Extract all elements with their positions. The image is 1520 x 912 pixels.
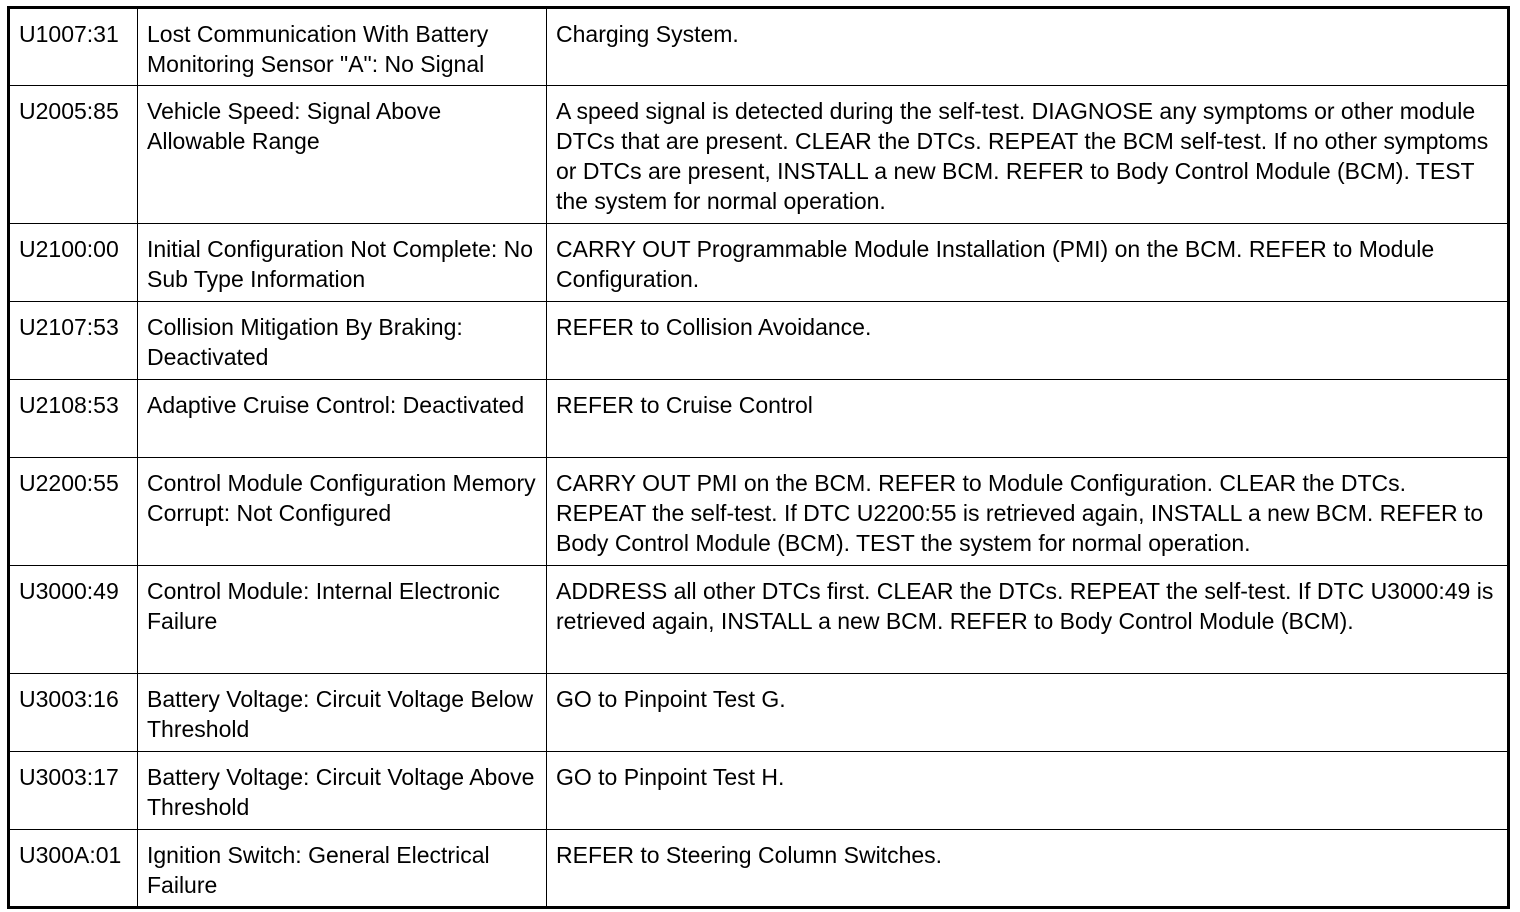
dtc-action: REFER to Collision Avoidance. <box>547 302 1509 380</box>
dtc-action: REFER to Steering Column Switches. <box>547 830 1509 908</box>
dtc-action: GO to Pinpoint Test H. <box>547 752 1509 830</box>
dtc-code: U3003:17 <box>9 752 138 830</box>
dtc-code: U3000:49 <box>9 566 138 674</box>
dtc-description: Control Module Configuration Memory Corrupt: Not Configured <box>138 458 547 566</box>
table-row <box>9 302 1509 380</box>
dtc-description: Ignition Switch: General Electrical Failure <box>138 830 547 908</box>
dtc-action: CARRY OUT PMI on the BCM. REFER to Module Configuration. CLEAR the DTCs. REPEAT the self-test. If DTC U2200:55 is retrieved again, INSTALL a new BCM. REFER to Body Control Module (BCM). TEST the system for normal operation. <box>547 458 1509 566</box>
table-row <box>9 674 1509 752</box>
dtc-code: U2005:85 <box>9 86 138 224</box>
dtc-code: U1007:31 <box>9 8 138 86</box>
table-row <box>9 458 1509 566</box>
dtc-description: Vehicle Speed: Signal Above Allowable Range <box>138 86 547 224</box>
table-row <box>9 752 1509 830</box>
dtc-description: Initial Configuration Not Complete: No Sub Type Information <box>138 224 547 302</box>
dtc-code: U2200:55 <box>9 458 138 566</box>
dtc-table <box>7 6 1510 909</box>
table-row <box>9 566 1509 674</box>
dtc-action: CARRY OUT Programmable Module Installation (PMI) on the BCM. REFER to Module Configuration. <box>547 224 1509 302</box>
table-row <box>9 830 1509 908</box>
dtc-description: Battery Voltage: Circuit Voltage Below Threshold <box>138 674 547 752</box>
dtc-action: GO to Pinpoint Test G. <box>547 674 1509 752</box>
dtc-code: U2100:00 <box>9 224 138 302</box>
dtc-code: U2108:53 <box>9 380 138 458</box>
table-row <box>9 380 1509 458</box>
table-row <box>9 8 1509 86</box>
dtc-code: U2107:53 <box>9 302 138 380</box>
dtc-description: Collision Mitigation By Braking: Deactivated <box>138 302 547 380</box>
dtc-code: U300A:01 <box>9 830 138 908</box>
dtc-action: A speed signal is detected during the self-test. DIAGNOSE any symptoms or other module DTCs that are present. CLEAR the DTCs. REPEAT the BCM self-test. If no other symptoms or DTCs are present, INSTALL a new BCM. REFER to Body Control Module (BCM). TEST the system for normal operation. <box>547 86 1509 224</box>
dtc-description: Control Module: Internal Electronic Failure <box>138 566 547 674</box>
dtc-action: Charging System. <box>547 8 1509 86</box>
dtc-action: REFER to Cruise Control <box>547 380 1509 458</box>
table-row <box>9 224 1509 302</box>
dtc-action: ADDRESS all other DTCs first. CLEAR the DTCs. REPEAT the self-test. If DTC U3000:49 is retrieved again, INSTALL a new BCM. REFER to Body Control Module (BCM). <box>547 566 1509 674</box>
table-row <box>9 86 1509 224</box>
dtc-description: Battery Voltage: Circuit Voltage Above Threshold <box>138 752 547 830</box>
dtc-description: Lost Communication With Battery Monitoring Sensor "A": No Signal <box>138 8 547 86</box>
dtc-description: Adaptive Cruise Control: Deactivated <box>138 380 547 458</box>
dtc-code: U3003:16 <box>9 674 138 752</box>
